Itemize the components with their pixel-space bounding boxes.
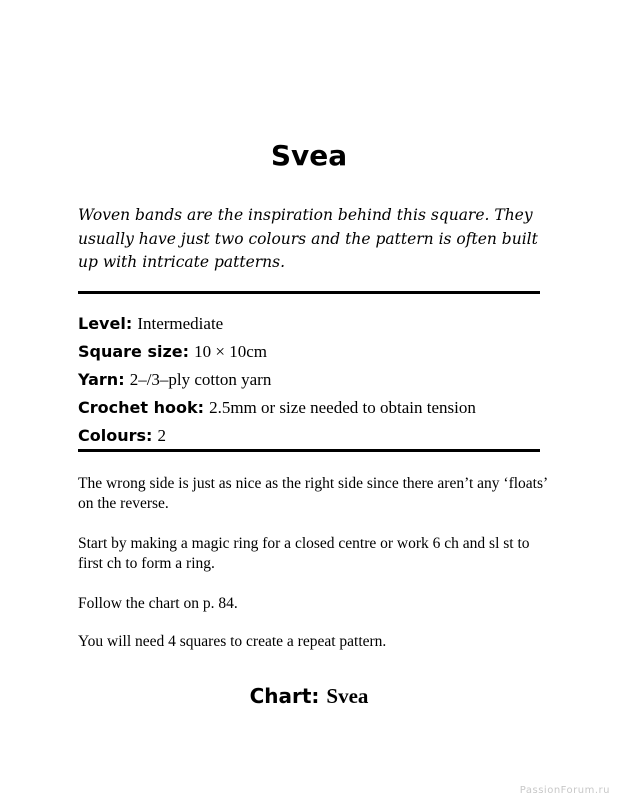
body-paragraph: Follow the chart on p. 84. xyxy=(78,595,238,612)
pattern-specs xyxy=(78,310,548,450)
spec-value: Intermediate xyxy=(137,314,224,333)
intro-paragraph: Woven bands are the inspiration behind this square. They usually have just two colours and the pattern is often built up with intricate patterns. xyxy=(78,206,538,271)
top-divider xyxy=(78,291,540,294)
watermark: PassionForum.ru xyxy=(519,785,610,796)
chart-heading xyxy=(0,682,618,710)
body-paragraph: You will need 4 squares to create a repeat pattern. xyxy=(78,633,387,650)
spec-value: 2.5mm or size needed to obtain tension xyxy=(209,398,476,417)
body-paragraph: Start by making a magic ring for a closed centre or work 6 ch and sl st to first ch to form a ring. xyxy=(78,535,530,572)
spec-colours xyxy=(78,422,548,450)
spec-label: Crochet hook: xyxy=(78,398,204,417)
spec-level xyxy=(78,310,548,338)
spec-yarn xyxy=(78,366,548,394)
spec-value: 2–/3–ply cotton yarn xyxy=(129,370,272,389)
bottom-divider xyxy=(78,449,540,452)
spec-value: 2 xyxy=(157,426,167,445)
body-paragraph: The wrong side is just as nice as the right side since there aren’t any ‘floats’ on the reverse. xyxy=(78,475,548,512)
spec-label: Yarn: xyxy=(78,370,125,389)
spec-square-size xyxy=(78,338,548,366)
chart-heading-name: Svea xyxy=(326,684,369,708)
spec-label: Level: xyxy=(78,314,133,333)
spec-label: Square size: xyxy=(78,342,190,361)
spec-label: Colours: xyxy=(78,426,153,445)
page-title: Svea xyxy=(270,139,348,172)
spec-crochet-hook xyxy=(78,394,548,422)
chart-heading-label: Chart: xyxy=(249,684,320,708)
spec-value: 10 × 10cm xyxy=(194,342,267,361)
